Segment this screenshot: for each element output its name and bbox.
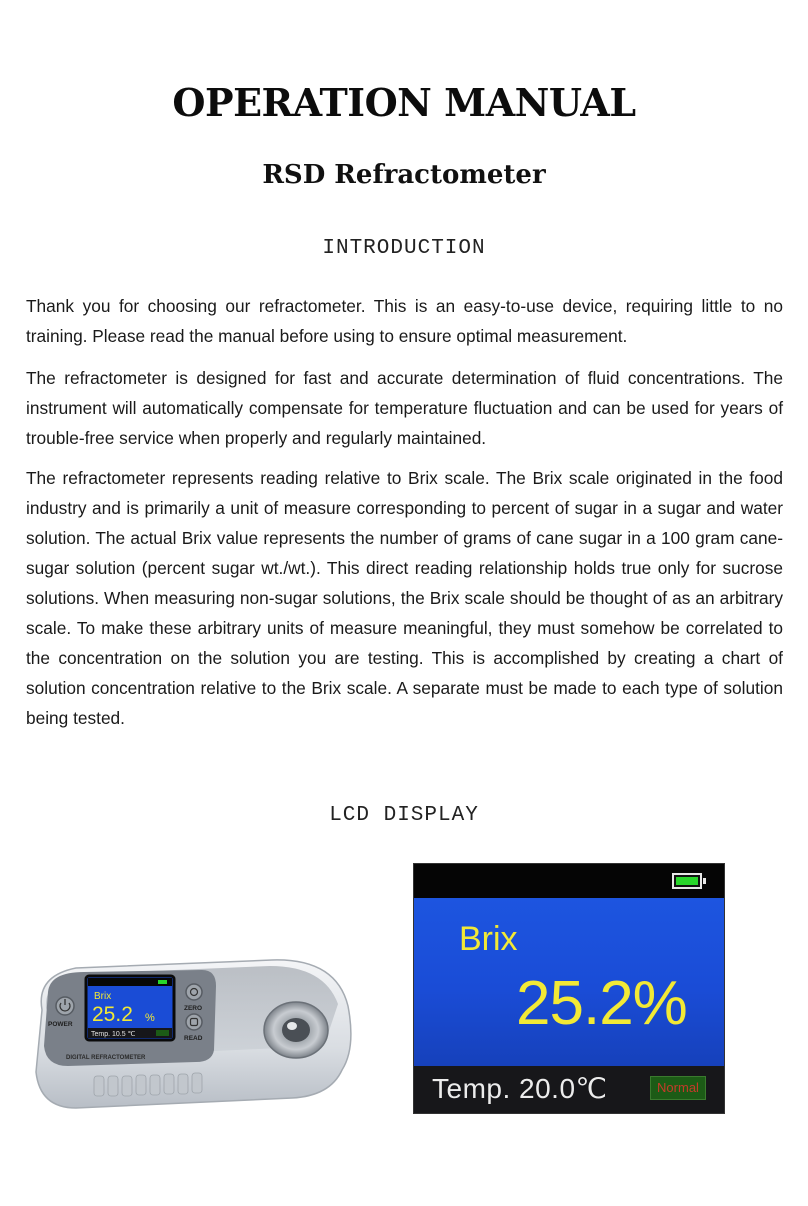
intro-paragraph-3: The refractometer represents reading relative to Brix scale. The Brix scale originated in the food industry and is primarily a unit of measure corresponding to percent of sugar in a sugar and water solution. The actual Brix value represents the number of grams of cane sugar in a 100 gram cane-sugar solution (percent sugar wt./wt.). This direct reading relationship holds true only for sucrose solutions. When measuring non-sugar solutions, the Brix scale should be thought of as an arbitrary scale. To make these arbitrary units of measure meaningful, they must somehow be correlated to the concentration on the solution you are testing. This is accomplished by creating a chart of solution concentration relative to the Brix scale. A separate must be made to each type of solution being tested.	[26, 468, 783, 728]
power-button-label: POWER	[48, 1021, 73, 1028]
lcd-reading-value: 25.2%	[516, 969, 687, 1038]
device-screen-unit: %	[145, 1012, 155, 1024]
device-screen-temp: Temp. 10.5 ℃	[91, 1031, 136, 1038]
lcd-screen	[414, 898, 724, 1066]
zero-icon	[186, 984, 202, 1000]
prism-well	[264, 1002, 328, 1058]
page-title: OPERATION MANUAL	[172, 80, 636, 125]
lcd-display-panel	[413, 863, 725, 1114]
intro-paragraph-2: The refractometer is designed for fast and accurate determination of fluid concentrations. The instrument will automatically compensate for temperature fluctuation and can be used for years of trouble-free service when properly and regularly maintained.	[26, 368, 783, 448]
lcd-status-badge: Normal	[650, 1076, 706, 1100]
read-button-label: READ	[184, 1035, 203, 1042]
product-subtitle: RSD Refractometer	[262, 160, 546, 190]
introduction-heading: INTRODUCTION	[322, 237, 486, 260]
device-model-label: DIGITAL REFRACTOMETER	[66, 1055, 146, 1061]
read-icon	[186, 1014, 202, 1030]
refractometer-device-image	[24, 948, 360, 1116]
lcd-temperature: Temp. 20.0℃	[432, 1073, 608, 1104]
power-icon	[56, 997, 74, 1015]
lcd-scale-label: Brix	[459, 920, 518, 958]
device-screen-reading: 25.2	[92, 1003, 133, 1026]
device-screen-label: Brix	[94, 991, 112, 1002]
intro-paragraph-1: Thank you for choosing our refractometer. This is an easy-to-use device, requiring little to no training. Please read the manual before using to ensure optimal measurement.	[26, 296, 783, 346]
battery-full-icon	[672, 873, 702, 889]
zero-button-label: ZERO	[184, 1005, 203, 1012]
lcd-info-bar	[414, 1066, 724, 1113]
lcd-display-heading: LCD DISPLAY	[329, 804, 479, 827]
lcd-status-bar	[414, 864, 724, 898]
